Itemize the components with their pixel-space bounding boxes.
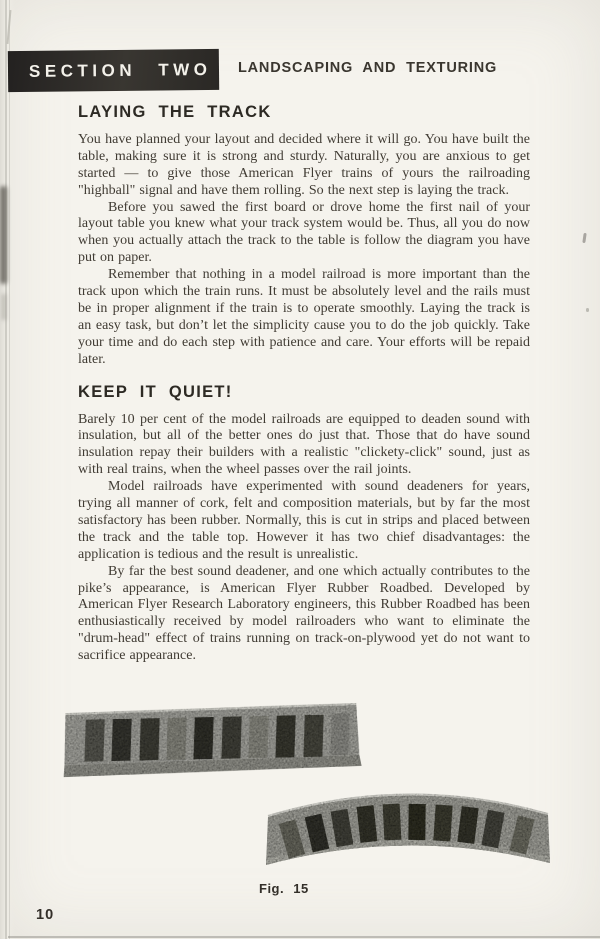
scan-smudge: [2, 294, 6, 320]
heading-laying-the-track: LAYING THE TRACK: [78, 103, 272, 121]
paragraph: By far the best sound deadener, and one which actually contributes to the pike’s appearance, is American Flyer Rubber Roadbed. Developed by American Flyer Research Laboratory engineers, this Rubber Roadbed has been enthusiastically received by model railroaders who want to eliminate the "drum-head" effect of trains running on track-on-plywood yet do not want to sacrifice appearance.: [78, 563, 530, 664]
scan-edge-line: [8, 936, 600, 938]
heading-keep-it-quiet: KEEP IT QUIET!: [78, 382, 233, 401]
curved-roadbed-image: [258, 787, 558, 869]
scan-smudge: [0, 186, 7, 284]
paragraph: Barely 10 per cent of the model railroads are equipped to deaden sound with insulation, but all of the better ones do just that. Those that do have sound insulation repay their builders with a realistic "clickety-click" sound, just as with real trains, when the wheel passes over the rail joints.: [78, 411, 530, 478]
paragraph: Before you sawed the first board or drove home the first nail of your layout table you knew what your track system would be. Thus, all you do now when you actually attach the track to the table is follow the diagram you have put on paper.: [78, 199, 530, 266]
paragraph: You have planned your layout and decided where it will go. You have built the table, making sure it is strong and sturdy. Naturally, you are anxious to get started — to give those American Flyer trains of yours the railroading "highball" signal and have them rolling. So the next step is laying the track.: [78, 131, 530, 198]
page-binding-edge: [0, 0, 15, 939]
binding-line: [5, 0, 7, 939]
page-content: [78, 104, 530, 665]
scan-mark: [582, 233, 586, 243]
binding-line: [9, 0, 10, 939]
paragraph: Model railroads have experimented with sound deadeners for years, trying all manner of cork, felt and composition materials, but by far the most satisfactory has been rubber. Normally, this is cut in strips and placed between the track and the table top. However it has two chief disadvantages: the application is tedious and the result is unrealistic.: [78, 479, 530, 562]
straight-roadbed-image: [61, 699, 363, 781]
section-banner: [8, 49, 219, 92]
scan-mark: [586, 308, 589, 312]
chapter-title: LANDSCAPING AND TEXTURING: [238, 60, 498, 76]
section-label: SECTION TWO: [28, 59, 212, 81]
paragraph: Remember that nothing in a model railroad is more important than the track upon which the train runs. It must be absolutely level and the rails must be in proper alignment if the train is to operate smoothly. Laying the track is an easy task, but don’t let the simplicity cause you to do the job quickly. Take your time and do each step with patience and care. Your efforts will be repaid later.: [78, 267, 530, 367]
figure-caption: Fig. 15: [259, 881, 309, 896]
page-number: 10: [36, 907, 55, 923]
